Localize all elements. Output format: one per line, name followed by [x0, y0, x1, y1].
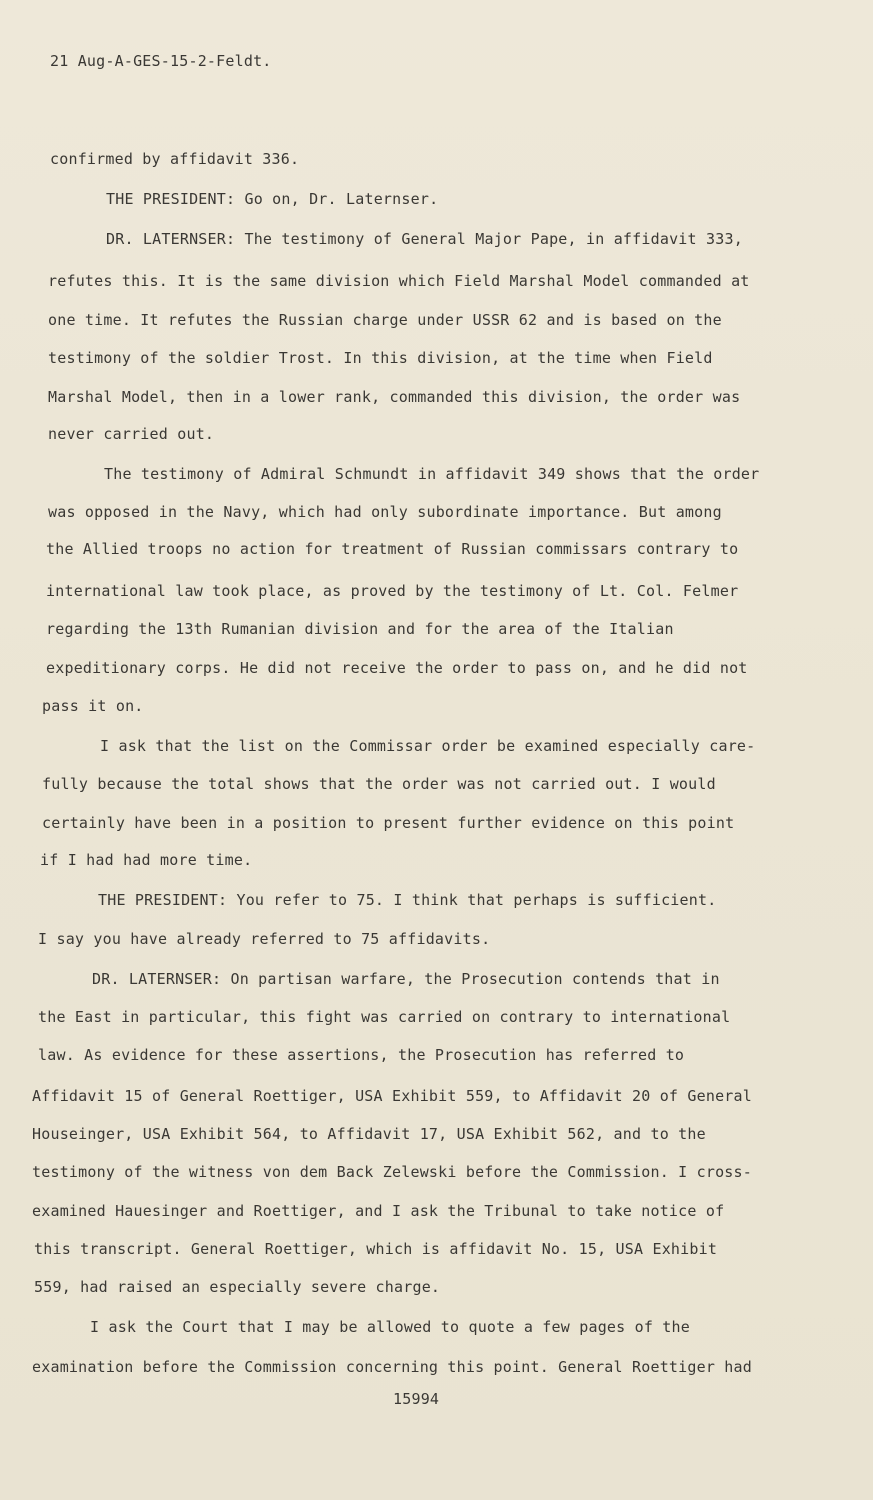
text-line: pass it on.: [42, 697, 144, 715]
document-header: 21 Aug-A-GES-15-2-Feldt.: [50, 52, 272, 70]
text-line: THE PRESIDENT: You refer to 75. I think that perhaps is sufficient.: [98, 891, 717, 909]
text-line: 559, had raised an especially severe charge.: [34, 1278, 441, 1296]
text-line: testimony of the soldier Trost. In this division, at the time when Field: [48, 349, 713, 367]
text-line: certainly have been in a position to present further evidence on this point: [42, 814, 735, 832]
text-line: examined Hauesinger and Roettiger, and I ask the Tribunal to take notice of: [32, 1202, 725, 1220]
text-line: Marshal Model, then in a lower rank, commanded this division, the order was: [48, 388, 741, 406]
text-line: Houseinger, USA Exhibit 564, to Affidavit 17, USA Exhibit 562, and to the: [32, 1125, 706, 1143]
text-line: was opposed in the Navy, which had only subordinate importance. But among: [48, 503, 722, 521]
text-line: fully because the total shows that the order was not carried out. I would: [42, 775, 716, 793]
text-line: THE PRESIDENT: Go on, Dr. Laternser.: [106, 190, 439, 208]
text-line: DR. LATERNSER: On partisan warfare, the Prosecution contends that in: [92, 970, 720, 988]
text-line: the East in particular, this fight was carried on contrary to international: [38, 1008, 731, 1026]
text-line: confirmed by affidavit 336.: [50, 150, 300, 168]
text-line: law. As evidence for these assertions, the Prosecution has referred to: [38, 1046, 685, 1064]
text-line: never carried out.: [48, 425, 215, 443]
text-line: this transcript. General Roettiger, which is affidavit No. 15, USA Exhibit: [34, 1240, 718, 1258]
text-line: regarding the 13th Rumanian division and for the area of the Italian: [46, 620, 674, 638]
text-line: Affidavit 15 of General Roettiger, USA Exhibit 559, to Affidavit 20 of General: [32, 1087, 752, 1105]
text-line: one time. It refutes the Russian charge under USSR 62 and is based on the: [48, 311, 722, 329]
text-line: DR. LATERNSER: The testimony of General Major Pape, in affidavit 333,: [106, 230, 743, 248]
text-line: international law took place, as proved by the testimony of Lt. Col. Felmer: [46, 582, 739, 600]
text-line: I say you have already referred to 75 affidavits.: [38, 930, 491, 948]
page-number: 15994: [393, 1390, 440, 1408]
text-line: I ask that the list on the Commissar order be examined especially care-: [100, 737, 756, 755]
text-line: examination before the Commission concerning this point. General Roettiger had: [32, 1358, 752, 1376]
text-line: The testimony of Admiral Schmundt in affidavit 349 shows that the order: [104, 465, 760, 483]
text-line: the Allied troops no action for treatment of Russian commissars contrary to: [46, 540, 739, 558]
text-line: if I had had more time.: [40, 851, 253, 869]
text-line: testimony of the witness von dem Back Zelewski before the Commission. I cross-: [32, 1163, 752, 1181]
text-line: expeditionary corps. He did not receive the order to pass on, and he did not: [46, 659, 748, 677]
text-line: refutes this. It is the same division which Field Marshal Model commanded at: [48, 272, 750, 290]
text-line: I ask the Court that I may be allowed to quote a few pages of the: [90, 1318, 690, 1336]
